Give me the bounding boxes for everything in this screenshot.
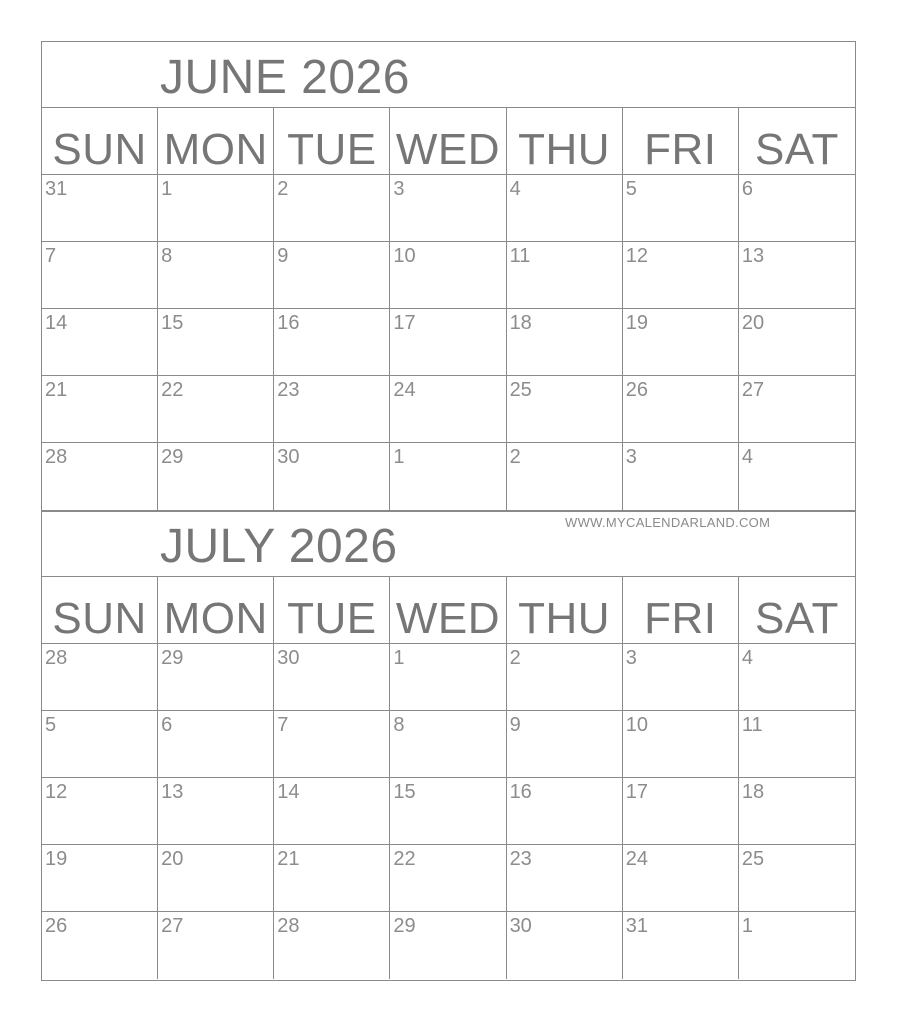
day-cell [158,242,274,309]
week-row [42,309,855,376]
day-cell [507,175,623,242]
day-cell [739,376,855,443]
day-number: 5 [625,178,637,200]
day-cell [274,845,390,912]
day-cell [158,778,274,845]
week-row [42,376,855,443]
day-number: 17 [393,312,416,334]
day-cell [739,443,855,510]
month-title: JULY 2026 [160,520,398,573]
day-cell [739,242,855,309]
day-number: 14 [45,312,68,334]
day-number: 1 [393,647,405,669]
day-number: 3 [625,446,637,468]
day-number: 6 [161,714,173,736]
day-number: 19 [45,848,68,870]
day-cell [507,376,623,443]
day-cell [623,644,739,711]
website-url: WWW.MYCALENDARLAND.COM [565,515,771,530]
day-number: 2 [509,647,521,669]
weekday-tue: TUE [274,577,390,644]
day-number: 16 [277,312,300,334]
day-number: 15 [161,312,184,334]
day-cell [274,309,390,376]
day-cell [42,778,158,845]
day-number: 12 [625,245,648,267]
june-weeks [42,175,855,510]
day-cell [42,242,158,309]
day-number: 20 [741,312,765,334]
day-cell [158,309,274,376]
day-cell [274,711,390,778]
calendar-july [41,510,856,981]
day-number: 11 [509,245,531,267]
day-cell [739,778,855,845]
day-number: 3 [625,647,637,669]
weekday-sun: SUN [42,577,158,644]
day-number: 28 [45,647,68,669]
day-number: 29 [161,446,184,468]
day-number: 31 [625,915,648,937]
day-number: 4 [741,647,753,669]
day-number: 9 [509,714,521,736]
day-cell [274,242,390,309]
day-cell [158,845,274,912]
day-number: 9 [277,245,289,267]
day-number: 30 [277,446,300,468]
day-cell [390,175,506,242]
weekday-header-row [42,108,855,175]
day-cell [623,376,739,443]
day-cell [623,912,739,979]
day-number: 31 [45,178,68,200]
week-row [42,778,855,845]
day-cell [739,711,855,778]
day-number: 17 [625,781,648,803]
day-number: 25 [741,848,765,870]
day-cell [42,912,158,979]
day-number: 8 [393,714,405,736]
day-cell [390,912,506,979]
day-number: 1 [393,446,405,468]
day-cell [390,376,506,443]
day-cell [390,711,506,778]
day-number: 14 [277,781,300,803]
day-number: 27 [741,379,765,401]
weekday-header-row [42,577,855,644]
day-cell [507,845,623,912]
day-cell [623,845,739,912]
day-number: 1 [161,178,173,200]
day-number: 30 [277,647,300,669]
day-number: 1 [741,915,753,937]
day-number: 10 [625,714,648,736]
weekday-fri: FRI [623,577,739,644]
day-cell [42,845,158,912]
day-cell [623,309,739,376]
day-cell [158,443,274,510]
day-number: 21 [277,848,300,870]
day-number: 22 [161,379,184,401]
day-number: 23 [277,379,300,401]
day-number: 2 [277,178,289,200]
weekday-tue: TUE [274,108,390,175]
weekday-mon: MON [158,108,274,175]
day-cell [158,711,274,778]
day-number: 7 [277,714,289,736]
month-header [42,511,855,577]
weekday-fri: FRI [623,108,739,175]
day-number: 8 [161,245,173,267]
day-cell [42,376,158,443]
day-cell [507,309,623,376]
july-weeks [42,644,855,979]
day-number: 20 [161,848,184,870]
day-number: 21 [45,379,68,401]
day-cell [507,242,623,309]
day-number: 6 [741,178,753,200]
day-cell [623,443,739,510]
day-cell [42,309,158,376]
day-cell [390,644,506,711]
day-cell [623,711,739,778]
day-cell [42,711,158,778]
day-number: 26 [625,379,648,401]
day-number: 7 [45,245,57,267]
week-row [42,242,855,309]
day-number: 3 [393,178,405,200]
day-number: 27 [161,915,184,937]
day-cell [158,644,274,711]
day-cell [507,778,623,845]
day-cell [158,376,274,443]
day-cell [507,912,623,979]
weekday-sun: SUN [42,108,158,175]
day-cell [390,778,506,845]
week-row [42,912,855,979]
weekday-sat: SAT [739,577,855,644]
day-cell [507,443,623,510]
day-cell [42,644,158,711]
day-number: 4 [509,178,521,200]
day-number: 4 [741,446,753,468]
day-cell [274,175,390,242]
day-cell [739,175,855,242]
day-cell [274,912,390,979]
day-number: 18 [509,312,532,334]
calendar-june [41,41,856,512]
day-cell [274,376,390,443]
weekday-thu: THU [507,577,623,644]
day-number: 13 [741,245,765,267]
day-cell [158,175,274,242]
weekday-wed: WED [390,577,506,644]
weekday-thu: THU [507,108,623,175]
day-cell [390,242,506,309]
day-number: 2 [509,446,521,468]
day-cell [42,443,158,510]
day-number: 18 [741,781,765,803]
day-cell [274,443,390,510]
day-cell [623,778,739,845]
day-number: 24 [393,379,416,401]
day-cell [274,778,390,845]
day-cell [390,309,506,376]
day-number: 29 [393,915,416,937]
week-row [42,443,855,510]
week-row [42,644,855,711]
day-cell [158,912,274,979]
week-row [42,175,855,242]
day-number: 5 [45,714,57,736]
day-number: 15 [393,781,416,803]
day-cell [739,845,855,912]
week-row [42,711,855,778]
day-number: 30 [509,915,532,937]
weekday-sat: SAT [739,108,855,175]
weekday-mon: MON [158,577,274,644]
month-title: JUNE 2026 [160,51,410,104]
day-cell [739,912,855,979]
day-cell [507,644,623,711]
day-number: 28 [45,446,68,468]
day-number: 13 [161,781,184,803]
day-number: 25 [509,379,532,401]
day-number: 23 [509,848,532,870]
day-cell [623,242,739,309]
day-number: 26 [45,915,68,937]
day-number: 10 [393,245,416,267]
weekday-wed: WED [390,108,506,175]
day-number: 29 [161,647,184,669]
day-number: 12 [45,781,68,803]
day-cell [739,644,855,711]
day-cell [739,309,855,376]
day-cell [390,845,506,912]
day-number: 22 [393,848,416,870]
day-cell [507,711,623,778]
day-cell [42,175,158,242]
day-number: 19 [625,312,648,334]
day-cell [274,644,390,711]
day-number: 16 [509,781,532,803]
month-header [42,42,855,108]
day-number: 28 [277,915,300,937]
week-row [42,845,855,912]
day-cell [390,443,506,510]
day-cell [623,175,739,242]
day-number: 11 [741,714,763,736]
day-number: 24 [625,848,648,870]
